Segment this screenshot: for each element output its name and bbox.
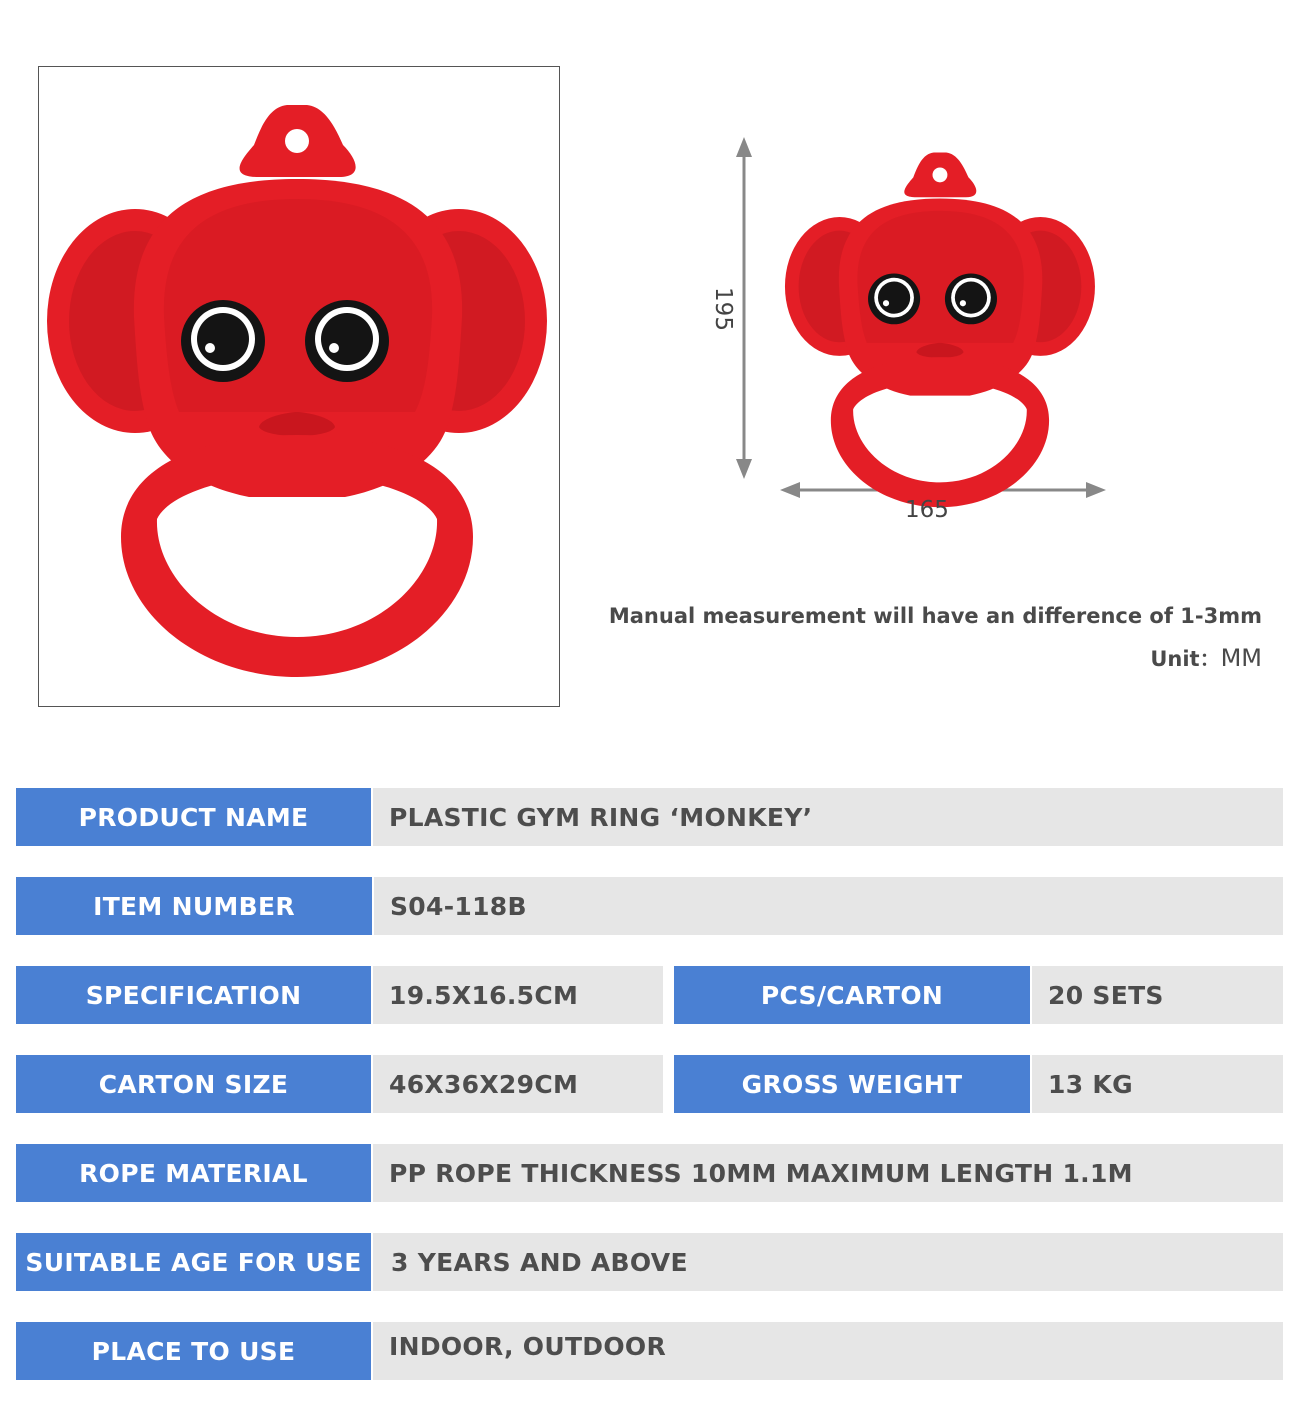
spec-value: 13 KG	[1032, 1055, 1283, 1113]
product-photo	[38, 66, 560, 707]
spec-label: ROPE MATERIAL	[16, 1144, 371, 1202]
spec-label: GROSS WEIGHT	[674, 1055, 1030, 1113]
spec-value: INDOOR, OUTDOOR	[373, 1322, 1283, 1380]
spec-row-place-to-use	[16, 1322, 1283, 1380]
spec-value: 46X36X29CM	[373, 1055, 663, 1113]
measurement-note: Manual measurement will have an difference of 1-3mm	[608, 604, 1262, 628]
dimension-drawing	[700, 95, 1130, 535]
spec-row-product-name	[16, 788, 1283, 846]
spec-row-specification	[16, 966, 1283, 1024]
spec-label: PCS/CARTON	[674, 966, 1030, 1024]
spec-value: S04-118B	[374, 877, 1283, 935]
width-dimension-label: 165	[905, 497, 949, 523]
monkey-ring-image	[39, 67, 559, 706]
spec-value: PLASTIC GYM RING ‘MONKEY’	[373, 788, 1283, 846]
spec-label: ITEM NUMBER	[16, 877, 372, 935]
dimension-diagram	[700, 95, 1130, 535]
spec-label: PRODUCT NAME	[16, 788, 371, 846]
height-dimension-label: 195	[710, 287, 736, 331]
spec-value: 3 YEARS AND ABOVE	[373, 1233, 1283, 1291]
spec-label: PLACE TO USE	[16, 1322, 371, 1380]
spec-value: 20 SETS	[1032, 966, 1283, 1024]
unit-line	[1150, 643, 1262, 673]
spec-row-carton-size	[16, 1055, 1283, 1113]
spec-value: PP ROPE THICKNESS 10MM MAXIMUM LENGTH 1.1M	[373, 1144, 1283, 1202]
spec-label: CARTON SIZE	[16, 1055, 371, 1113]
unit-value: MM	[1220, 644, 1262, 672]
spec-row-rope-material	[16, 1144, 1283, 1202]
unit-label: Unit：	[1150, 647, 1221, 671]
spec-row-suitable-age	[16, 1233, 1283, 1291]
spec-label: SPECIFICATION	[16, 966, 371, 1024]
spec-value: 19.5X16.5CM	[373, 966, 663, 1024]
spec-row-item-number	[16, 877, 1283, 935]
spec-label: SUITABLE AGE FOR USE	[16, 1233, 371, 1291]
